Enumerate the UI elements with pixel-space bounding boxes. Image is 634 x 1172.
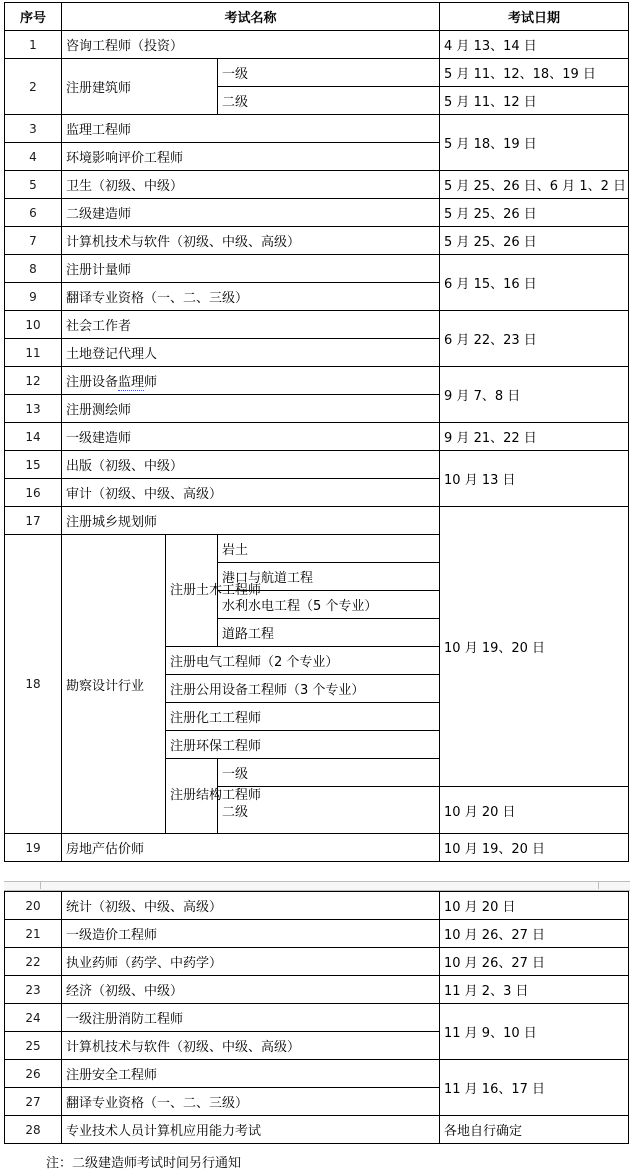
exam-sub-item: 注册公用设备工程师（3 个专业） (166, 675, 440, 703)
exam-name: 专业技术人员计算机应用能力考试 (62, 1116, 440, 1144)
table-row (5, 892, 629, 920)
exam-schedule-table (4, 2, 629, 862)
exam-sub-item: 注册化工工程师 (166, 703, 440, 731)
table-row (5, 59, 629, 87)
row-idx: 2 (5, 59, 62, 115)
table-row (5, 507, 629, 535)
exam-name: 房地产估价师 (62, 834, 440, 862)
table-row (5, 1004, 629, 1032)
exam-name: 执业药师（药学、中药学） (62, 948, 440, 976)
table-row (5, 227, 629, 255)
exam-date: 6 月 22、23 日 (440, 311, 629, 367)
exam-schedule-table-continued (4, 891, 629, 1144)
row-idx: 10 (5, 311, 62, 339)
exam-name-part: 师 (144, 375, 158, 390)
exam-sub-level: 一级 (218, 759, 440, 787)
table-row (5, 451, 629, 479)
exam-name: 环境影响评价工程师 (62, 143, 440, 171)
row-idx: 7 (5, 227, 62, 255)
row-idx: 27 (5, 1088, 62, 1116)
exam-date: 11 月 9、10 日 (440, 1004, 629, 1060)
exam-name: 注册计量师 (62, 255, 440, 283)
table-row (5, 976, 629, 1004)
exam-group-struct: 注册结构工程师 (166, 759, 218, 834)
exam-name: 注册城乡规划师 (62, 507, 440, 535)
row-idx: 5 (5, 171, 62, 199)
page-break-mark (598, 881, 621, 889)
exam-name: 监理工程师 (62, 115, 440, 143)
exam-name (62, 367, 440, 395)
exam-date: 9 月 7、8 日 (440, 367, 629, 423)
exam-date: 5 月 18、19 日 (440, 115, 629, 171)
exam-date: 11 月 16、17 日 (440, 1060, 629, 1116)
exam-date: 各地自行确定 (440, 1116, 629, 1144)
table-row (5, 311, 629, 339)
exam-name: 出版（初级、中级） (62, 451, 440, 479)
exam-date: 5 月 25、26 日 (440, 199, 629, 227)
header-name: 考试名称 (62, 3, 440, 31)
exam-name: 卫生（初级、中级） (62, 171, 440, 199)
exam-sub-level: 一级 (218, 59, 440, 87)
header-row (5, 3, 629, 31)
exam-name: 翻译专业资格（一、二、三级） (62, 1088, 440, 1116)
row-idx: 19 (5, 834, 62, 862)
exam-date: 5 月 11、12 日 (440, 87, 629, 115)
table-row (5, 255, 629, 283)
exam-date: 9 月 21、22 日 (440, 423, 629, 451)
row-idx: 13 (5, 395, 62, 423)
exam-sub-item: 水利水电工程（5 个专业） (218, 591, 440, 619)
exam-sub-item: 岩土 (218, 535, 440, 563)
exam-date: 5 月 25、26 日 (440, 227, 629, 255)
row-idx: 18 (5, 535, 62, 834)
exam-name: 咨询工程师（投资） (62, 31, 440, 59)
exam-name-part: 注册设备 (66, 375, 119, 390)
row-idx: 28 (5, 1116, 62, 1144)
row-idx: 22 (5, 948, 62, 976)
row-idx: 14 (5, 423, 62, 451)
row-idx: 11 (5, 339, 62, 367)
exam-date: 10 月 19、20 日 (440, 834, 629, 862)
row-idx: 6 (5, 199, 62, 227)
exam-date: 10 月 13 日 (440, 451, 629, 507)
row-idx: 9 (5, 283, 62, 311)
exam-sub-level: 二级 (218, 787, 440, 834)
row-idx: 26 (5, 1060, 62, 1088)
footnote: 注：二级建造师考试时间另行通知 (46, 1156, 242, 1171)
table-row (5, 1116, 629, 1144)
exam-date: 10 月 20 日 (440, 787, 629, 834)
exam-name: 审计（初级、中级、高级） (62, 479, 440, 507)
exam-name: 勘察设计行业 (62, 535, 166, 834)
exam-name: 土地登记代理人 (62, 339, 440, 367)
exam-name: 注册建筑师 (62, 59, 218, 115)
exam-date: 10 月 20 日 (440, 892, 629, 920)
row-idx: 4 (5, 143, 62, 171)
table-row (5, 171, 629, 199)
table-row (5, 1060, 629, 1088)
exam-date: 4 月 13、14 日 (440, 31, 629, 59)
table-row (5, 31, 629, 59)
exam-name: 计算机技术与软件（初级、中级、高级） (62, 227, 440, 255)
exam-sub-item: 道路工程 (218, 619, 440, 647)
exam-name: 统计（初级、中级、高级） (62, 892, 440, 920)
table-row (5, 834, 629, 862)
table-row (5, 115, 629, 143)
exam-sub-item: 港口与航道工程 (218, 563, 440, 591)
header-date: 考试日期 (440, 3, 629, 31)
table-row (5, 948, 629, 976)
row-idx: 17 (5, 507, 62, 535)
exam-name: 翻译专业资格（一、二、三级） (62, 283, 440, 311)
row-idx: 12 (5, 367, 62, 395)
exam-name: 注册测绘师 (62, 395, 440, 423)
exam-name: 一级注册消防工程师 (62, 1004, 440, 1032)
table-row (5, 920, 629, 948)
page-break (4, 881, 630, 891)
table-row (5, 367, 629, 395)
exam-sub-level: 二级 (218, 87, 440, 115)
row-idx: 1 (5, 31, 62, 59)
row-idx: 21 (5, 920, 62, 948)
row-idx: 20 (5, 892, 62, 920)
header-idx: 序号 (5, 3, 62, 31)
exam-name: 一级造价工程师 (62, 920, 440, 948)
exam-date: 10 月 26、27 日 (440, 920, 629, 948)
row-idx: 15 (5, 451, 62, 479)
exam-date: 10 月 19、20 日 (440, 507, 629, 787)
exam-date: 10 月 26、27 日 (440, 948, 629, 976)
table-row (5, 199, 629, 227)
exam-sub-item: 注册环保工程师 (166, 731, 440, 759)
exam-name: 计算机技术与软件（初级、中级、高级） (62, 1032, 440, 1060)
row-idx: 23 (5, 976, 62, 1004)
exam-date: 11 月 2、3 日 (440, 976, 629, 1004)
row-idx: 24 (5, 1004, 62, 1032)
exam-date: 6 月 15、16 日 (440, 255, 629, 311)
exam-name: 二级建造师 (62, 199, 440, 227)
exam-name: 经济（初级、中级） (62, 976, 440, 1004)
row-idx: 3 (5, 115, 62, 143)
exam-sub-item: 注册电气工程师（2 个专业） (166, 647, 440, 675)
exam-name: 一级建造师 (62, 423, 440, 451)
exam-group-civil: 注册土木工程师 (166, 535, 218, 647)
exam-date: 5 月 11、12、18、19 日 (440, 59, 629, 87)
exam-name: 注册安全工程师 (62, 1060, 440, 1088)
row-idx: 8 (5, 255, 62, 283)
exam-name: 社会工作者 (62, 311, 440, 339)
exam-date: 5 月 25、26 日、6 月 1、2 日 (440, 171, 629, 199)
page-break-mark (40, 881, 63, 889)
row-idx: 25 (5, 1032, 62, 1060)
row-idx: 16 (5, 479, 62, 507)
exam-name-part-underlined: 监理 (118, 375, 145, 390)
table-row (5, 423, 629, 451)
